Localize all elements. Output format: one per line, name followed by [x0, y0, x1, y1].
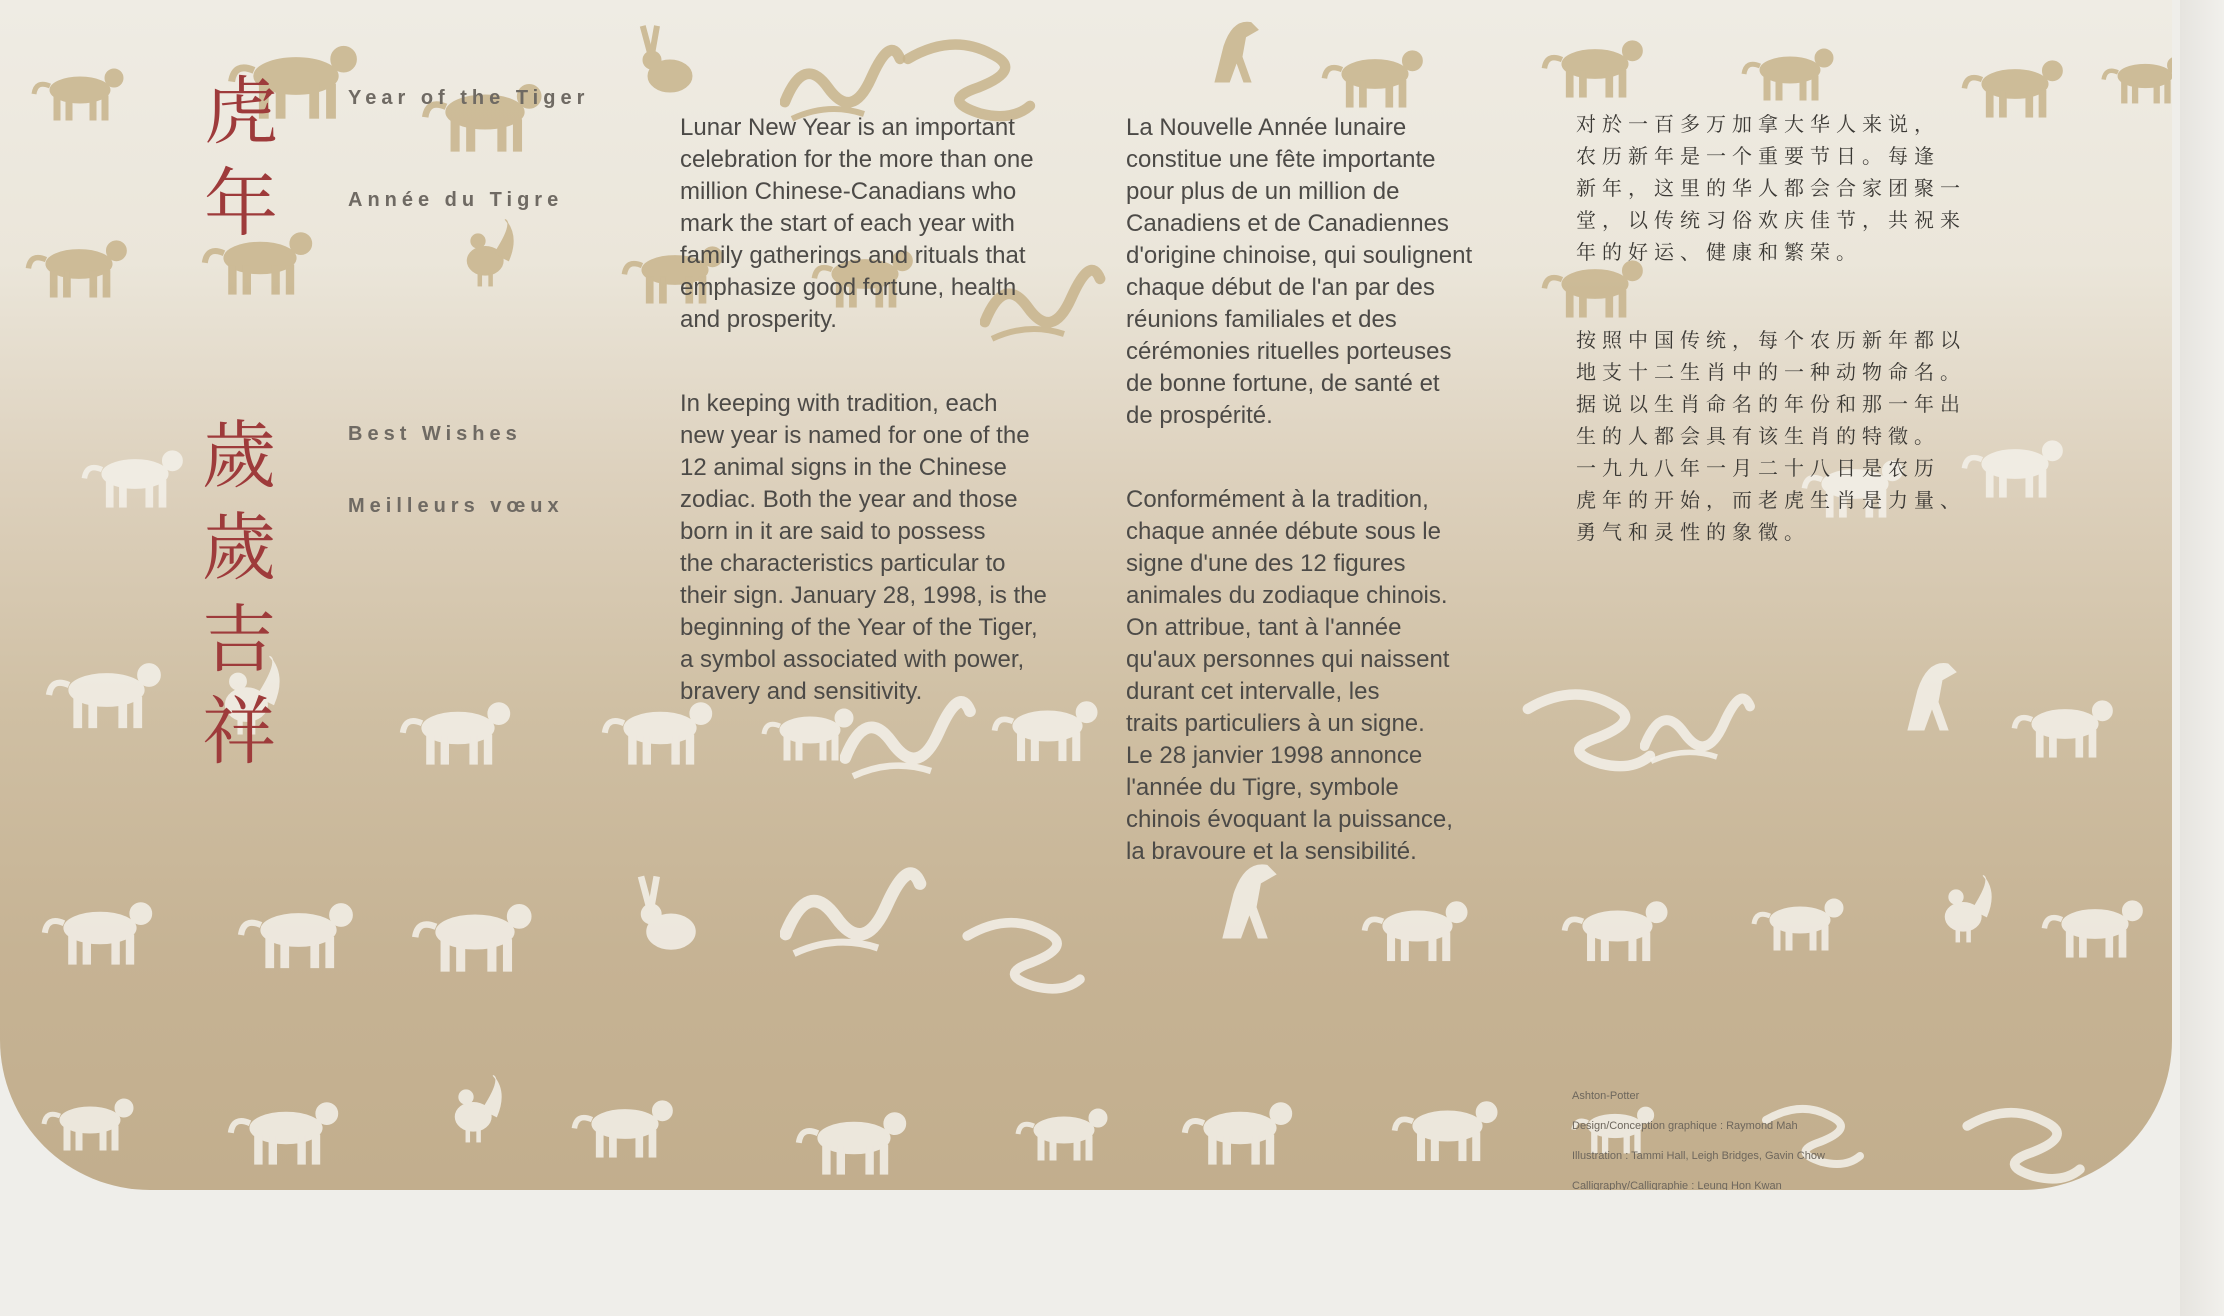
english-text-column — [680, 80, 1100, 760]
quad-silhouette-icon — [40, 1080, 150, 1164]
calligraphy-tiger-year — [196, 66, 286, 250]
quad-silhouette-icon — [40, 880, 172, 981]
quad-silhouette-icon — [1390, 1080, 1517, 1177]
english-paragraph-2: In keeping with tradition, each new year is named for one of the 12 animal signs in the Chinese zodiac. Both the year and those born in it are said to possess the characteristics particular to their sign. January 28, 1998, is the beginning of the Year of the Tiger, a symbol associated with power, bravery and sensitivity. — [680, 390, 1047, 705]
cloud-swirl-icon — [1960, 1090, 2092, 1190]
calligraphy-char-tiger: 虎 — [204, 69, 278, 155]
french-paragraph-1: La Nouvelle Année lunaire constitue une fête importante pour plus de un million de Canadiens et de Canadiennes d'origine chinoise, qui soulignent chaque début de l'an par des réunions familiales et des cérémonies rituelles porteuses de bonne fortune, de santé et de prospérité. — [1126, 114, 1473, 429]
calligraphy-greeting — [194, 410, 284, 778]
credit-calligraphy: Calligraphy/Calligraphie : Leung Hon Kwan — [1572, 1180, 1782, 1190]
horse-silhouette-icon — [1878, 650, 1988, 734]
credit-printer: Ashton-Potter — [1572, 1090, 1640, 1102]
quad-silhouette-icon — [398, 680, 530, 781]
envelope-edge — [2180, 0, 2224, 1316]
heading-year-of-the-tiger: Year of the Tiger — [348, 87, 590, 109]
cloud-swirl-icon — [960, 900, 1092, 1001]
heading-best-wishes: Best Wishes — [348, 423, 522, 445]
heading-meilleurs-voeux: Meilleurs vœux — [348, 495, 564, 517]
quad-silhouette-icon — [1560, 880, 1687, 977]
chinese-text-column — [1576, 76, 2016, 604]
rooster-silhouette-icon — [430, 1070, 529, 1146]
quad-silhouette-icon — [24, 220, 145, 312]
heading-annee-du-tigre: Année du Tigre — [348, 189, 564, 211]
quad-silhouette-icon — [226, 1080, 358, 1181]
quad-silhouette-icon — [1750, 880, 1860, 964]
quad-silhouette-icon — [1014, 1090, 1124, 1174]
credit-design: Design/Conception graphique : Raymond Mah — [1572, 1120, 1798, 1132]
quad-silhouette-icon — [2040, 880, 2161, 972]
calligraphy-char-sui-1: 歲 — [202, 413, 276, 499]
quad-silhouette-icon — [794, 1090, 926, 1190]
rooster-silhouette-icon — [1920, 870, 2019, 946]
quad-silhouette-icon — [236, 880, 374, 985]
calligraphy-char-ji: 吉 — [202, 597, 276, 683]
quad-silhouette-icon — [410, 880, 553, 989]
quad-silhouette-icon — [420, 60, 563, 169]
quad-silhouette-icon — [80, 430, 201, 522]
french-text-column — [1126, 80, 1546, 920]
quad-silhouette-icon — [570, 1080, 691, 1172]
quad-silhouette-icon — [30, 50, 140, 134]
quad-silhouette-icon — [2100, 40, 2172, 116]
calligraphy-char-sui-2: 歲 — [202, 505, 276, 591]
chinese-paragraph-2: 按照中国传统，每个农历新年都以 地支十二生肖中的一种动物命名。 据说以生肖命名的年份和那一年出 生的人都会具有该生肖的特徵。 一九九八年一月二十八日是农历 虎年的开始，而老虎生肖是力量、 勇气和灵性的象徵。 — [1576, 328, 1966, 544]
chinese-paragraph-1: 对於一百多万加拿大华人来说， 农历新年是一个重要节日。每逢 新年，这里的华人都会合家团聚一 堂，以传统习俗欢庆佳节，共祝来 年的好运、健康和繁荣。 — [1576, 112, 1966, 264]
credit-illustration: Illustration : Tammi Hall, Leigh Bridges, Gavin Chow — [1572, 1150, 1825, 1162]
english-paragraph-1: Lunar New Year is an important celebration for the more than one million Chinese-Canadians who mark the start of each year with family gatherings and rituals that emphasize good fortune, health and prosperity. — [680, 114, 1034, 333]
calligraphy-char-year: 年 — [204, 161, 278, 247]
quad-silhouette-icon — [1180, 1080, 1312, 1181]
horse-silhouette-icon — [1188, 10, 1287, 86]
french-paragraph-2: Conformément à la tradition, chaque année débute sous le signe d'une des 12 figures animales du zodiaque chinois. On attribue, tant à l'année qu'aux personnes qui naissent durant cet intervalle, les traits particuliers à un signe. Le 28 janvier 1998 annonce l'année du Tigre, symbole chinois évoquant la puissance, la bravoure et la sensibilité. — [1126, 486, 1453, 865]
credits-block — [1572, 1074, 1825, 1190]
quad-silhouette-icon — [44, 640, 182, 745]
rabbit-silhouette-icon — [616, 870, 737, 962]
calligraphy-char-xiang: 祥 — [202, 689, 276, 775]
rooster-silhouette-icon — [442, 214, 541, 290]
quad-silhouette-icon — [2010, 680, 2131, 772]
dragon-silhouette-icon — [1640, 680, 1761, 772]
dragon-silhouette-icon — [780, 850, 934, 968]
